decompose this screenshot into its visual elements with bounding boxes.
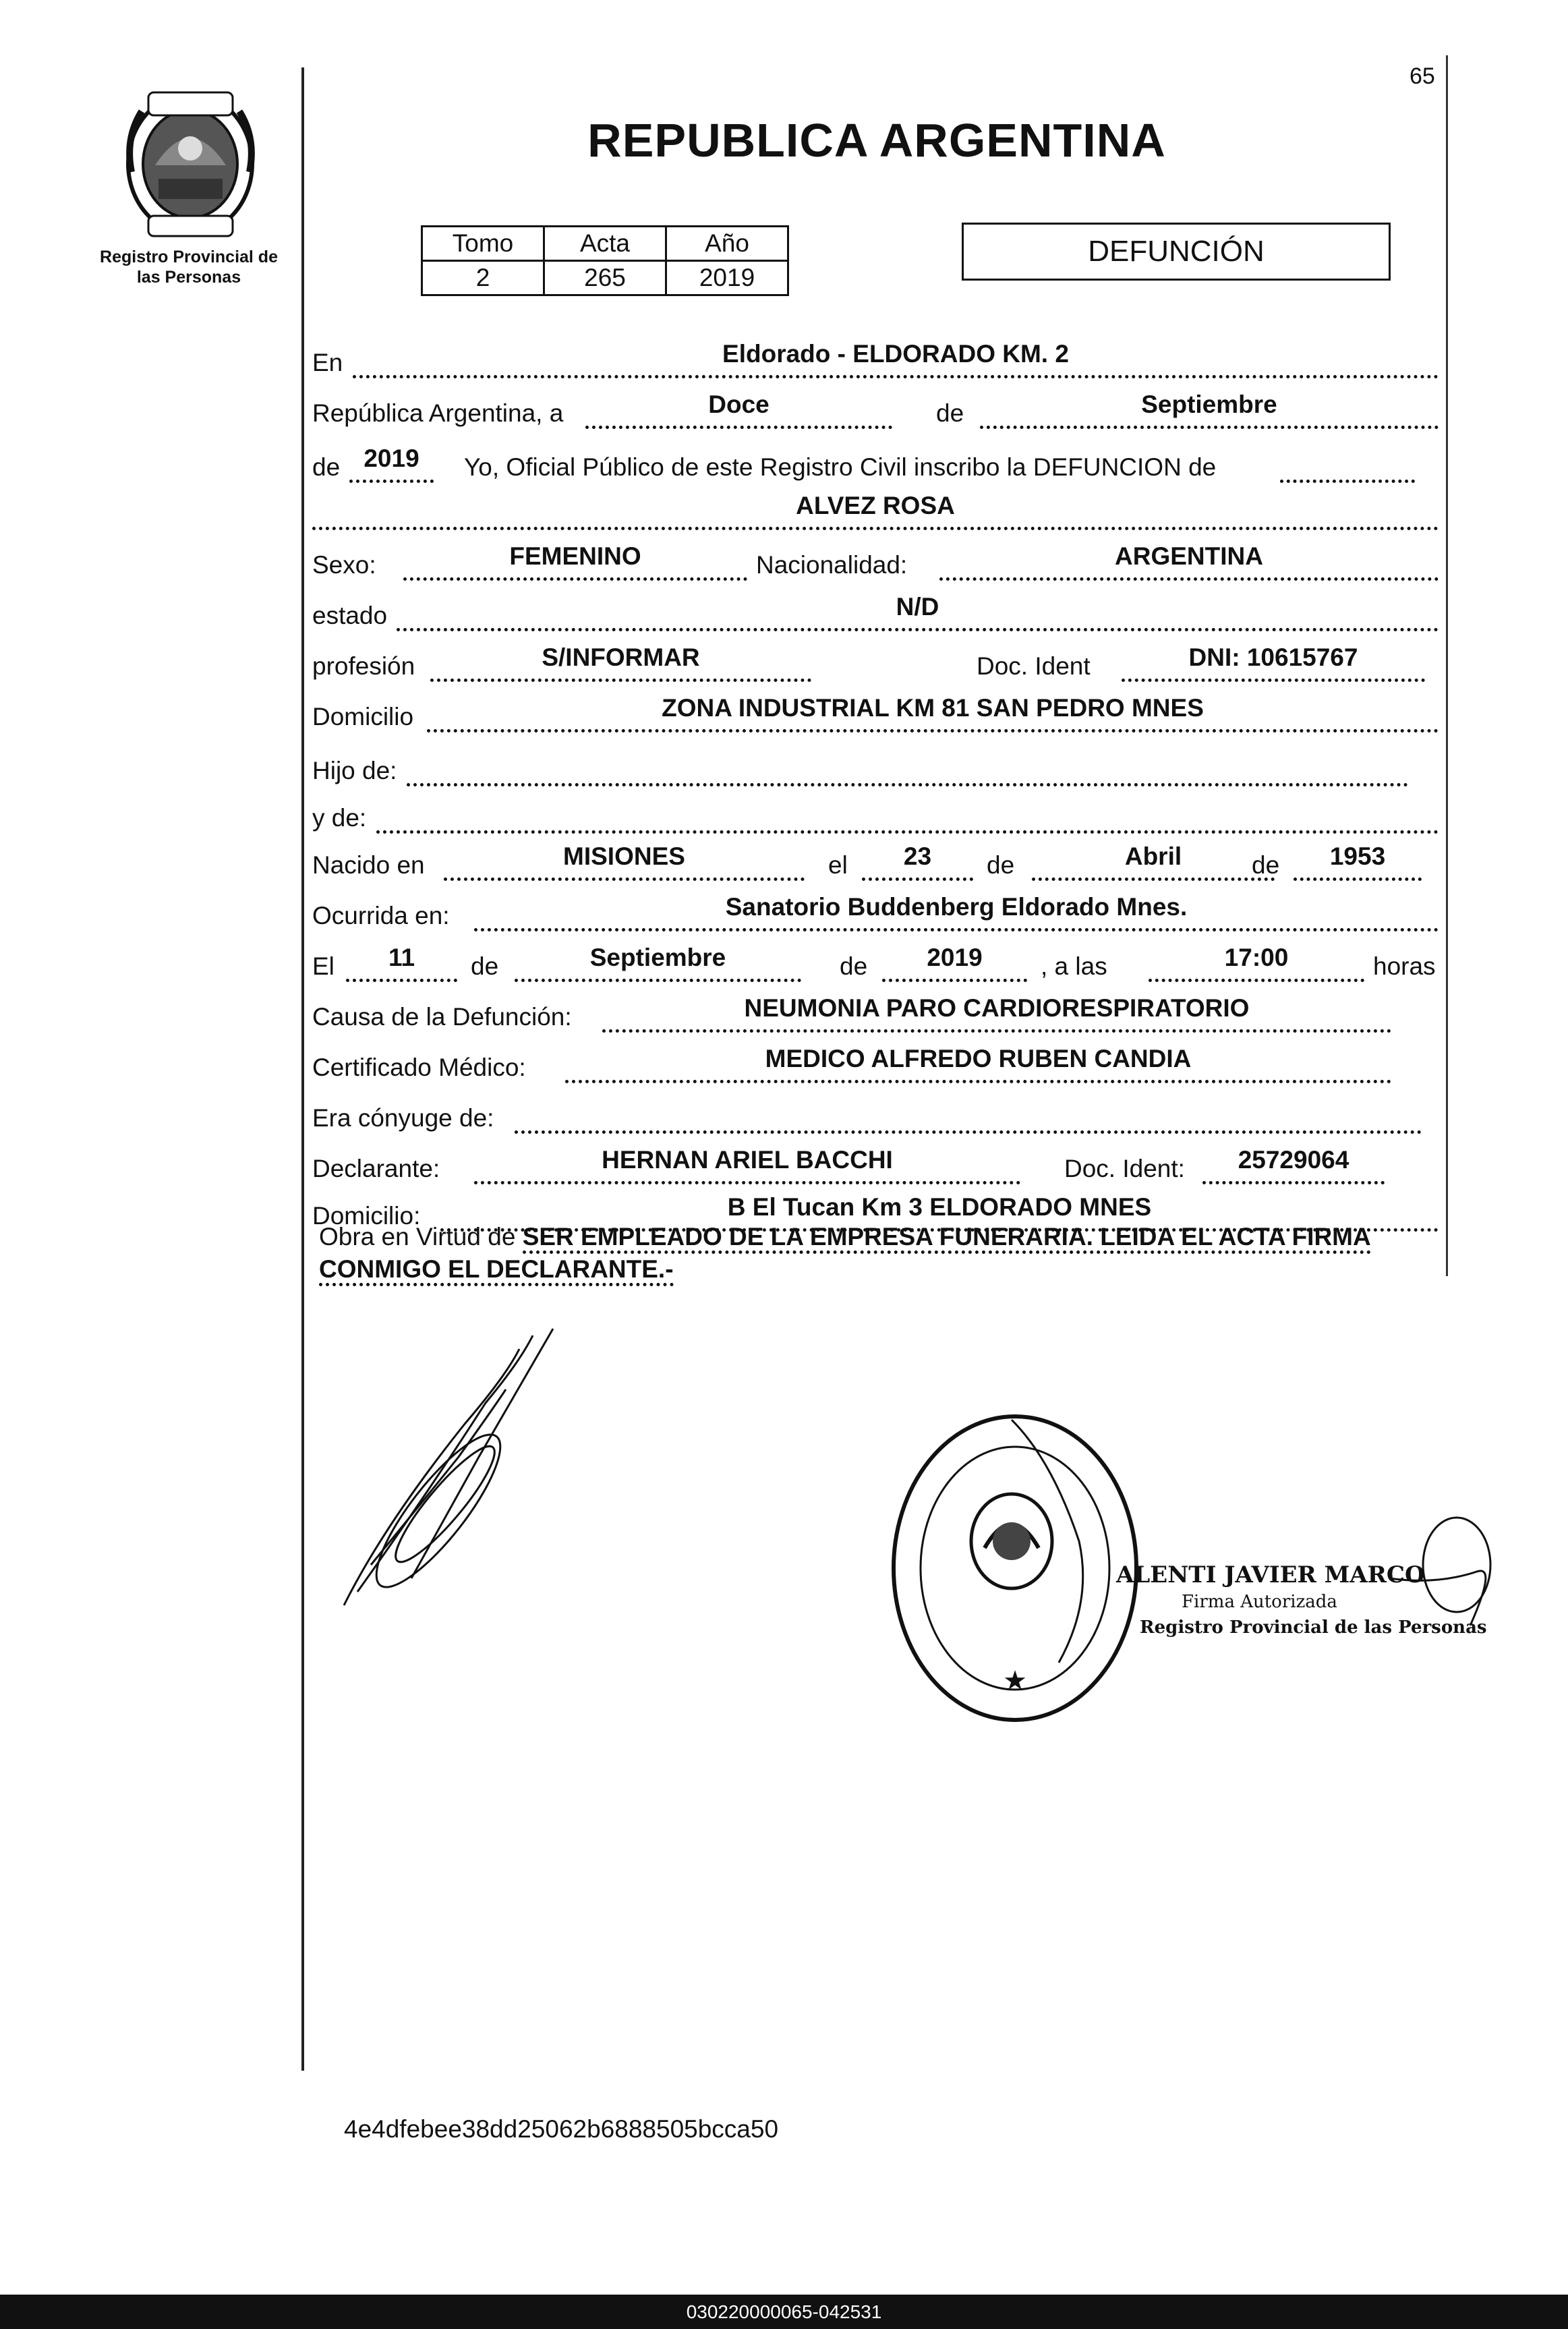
tomo-header: Tomo (422, 227, 544, 261)
birth-year-field: 1953 (1294, 842, 1422, 881)
anio-value: 2019 (666, 261, 788, 295)
day-field: Doce (585, 391, 892, 429)
yde-label: y de: (312, 804, 367, 832)
row-nacido (312, 843, 1445, 884)
estado-label: estado (312, 602, 388, 629)
nacionalidad-label: Nacionalidad: (756, 551, 908, 579)
doc-label: Doc. Ident (977, 652, 1091, 680)
nacido-label: Nacido en (312, 851, 425, 879)
document-hash: 4e4dfebee38dd25062b6888505bcca50 (344, 2115, 779, 2143)
footer-code-bar: 030220000065-042531 (0, 2295, 1568, 2329)
stamp-role: Firma Autorizada (1182, 1592, 1337, 1612)
domicilio-field: ZONA INDUSTRIAL KM 81 SAN PEDRO MNES (427, 694, 1439, 732)
row-year (312, 445, 1445, 486)
el-label: el (828, 851, 848, 879)
horas-label: horas (1373, 952, 1436, 980)
en-label: En (312, 349, 343, 376)
officer-text: Yo, Oficial Público de este Registro Civil inscribo la DEFUNCION de (464, 453, 1217, 481)
declarant-signature (330, 1322, 614, 1619)
obra-label: Obra en Virtud de (319, 1223, 516, 1250)
anio-header: Año (666, 227, 788, 261)
officer-signature (1389, 1511, 1504, 1632)
row-date (312, 391, 1445, 432)
record-type-box: DEFUNCIÓN (962, 223, 1391, 281)
hijo-field (407, 748, 1408, 786)
deceased-name-field: ALVEZ ROSA (312, 492, 1439, 530)
causa-label: Causa de la Defunción: (312, 1003, 572, 1031)
doc2-label: Doc. Ident: (1064, 1155, 1185, 1182)
de-label: de (936, 399, 964, 427)
month-field: Septiembre (980, 391, 1439, 429)
year-field: 2019 (349, 444, 434, 483)
row-ocurrida (312, 894, 1445, 934)
left-margin-line (301, 67, 304, 2071)
right-margin-line (1446, 55, 1448, 1276)
obra-value: SER EMPLEADO DE LA EMPRESA FUNERARIA. LEIDA EL ACTA FIRMA CONMIGO EL DECLARANTE.- (319, 1223, 1371, 1286)
causa-field: NEUMONIA PARO CARDIORESPIRATORIO (602, 994, 1391, 1033)
stamp-organization: Registro Provincial de las Personas (1140, 1617, 1487, 1638)
profesion-field: S/INFORMAR (430, 643, 811, 682)
el2-label: El (312, 952, 335, 980)
acta-value: 265 (544, 261, 666, 295)
row-domicilio (312, 695, 1445, 735)
page-number: 65 (1410, 63, 1435, 89)
row-causa (312, 995, 1445, 1035)
obra-paragraph (319, 1221, 1459, 1286)
row-estado (312, 594, 1445, 634)
row-hijo (312, 749, 1445, 789)
conyuge-label: Era cónyuge de: (312, 1104, 494, 1132)
row-sex (312, 543, 1445, 583)
birth-day-field: 23 (862, 842, 973, 881)
hijo-label: Hijo de: (312, 757, 397, 784)
document-title: REPUBLICA ARGENTINA (587, 114, 1166, 167)
ocurrida-field: Sanatorio Buddenberg Eldorado Mnes. (474, 893, 1439, 931)
acta-header: Acta (544, 227, 666, 261)
record-id-table (421, 225, 789, 296)
domicilio2-field: B El Tucan Km 3 ELDORADO MNES (440, 1193, 1439, 1232)
death-month-field: Septiembre (515, 944, 801, 982)
certificado-label: Certificado Médico: (312, 1054, 526, 1081)
death-time-field: 17:00 (1149, 944, 1364, 982)
nacionalidad-field: ARGENTINA (939, 542, 1439, 581)
row-death-date (312, 944, 1445, 985)
death-de2-label: de (840, 952, 868, 980)
estado-field: N/D (397, 593, 1439, 631)
ocurrida-label: Ocurrida en: (312, 902, 450, 929)
death-day-field: 11 (346, 944, 457, 982)
alas-label: , a las (1041, 952, 1107, 980)
row-yde (312, 796, 1445, 836)
svg-text:★: ★ (1003, 1665, 1027, 1696)
de2-label: de (312, 453, 341, 481)
profesion-label: profesión (312, 652, 415, 680)
sexo-label: Sexo: (312, 551, 376, 579)
certificado-field: MEDICO ALFREDO RUBEN CANDIA (565, 1045, 1391, 1083)
doc-field: DNI: 10615767 (1122, 643, 1425, 682)
doc2-field: 25729064 (1202, 1146, 1385, 1184)
tomo-value: 2 (422, 261, 544, 295)
domicilio-label: Domicilio (312, 703, 414, 730)
declarante-label: Declarante: (312, 1155, 440, 1182)
death-de1-label: de (471, 952, 499, 980)
provincial-crest-icon (118, 84, 263, 239)
en-field: Eldorado - ELDORADO KM. 2 (353, 340, 1439, 378)
birth-de2-label: de (1252, 851, 1280, 879)
stamp-officer-name: ALENTI JAVIER MARCO (1116, 1561, 1425, 1588)
republica-label: República Argentina, a (312, 399, 564, 427)
birth-de1-label: de (987, 851, 1015, 879)
sexo-field: FEMENINO (403, 542, 747, 581)
row-conyuge (312, 1096, 1445, 1137)
registry-seal-stamp (877, 1406, 1153, 1730)
row-declarante (312, 1147, 1445, 1187)
row-en (312, 341, 1445, 381)
registry-name: Registro Provincial de las Personas (100, 248, 278, 287)
conyuge-field (515, 1095, 1422, 1134)
row-certificado (312, 1045, 1445, 1086)
officer-blank (1280, 444, 1415, 483)
nacido-field: MISIONES (444, 842, 805, 881)
yde-field (376, 795, 1439, 834)
domicilio2-label: Domicilio: (312, 1202, 421, 1230)
row-profesion (312, 644, 1445, 685)
death-year-field: 2019 (882, 944, 1027, 982)
birth-month-field: Abril (1032, 842, 1275, 881)
declarante-field: HERNAN ARIEL BACCHI (474, 1146, 1020, 1184)
row-name (312, 492, 1445, 533)
